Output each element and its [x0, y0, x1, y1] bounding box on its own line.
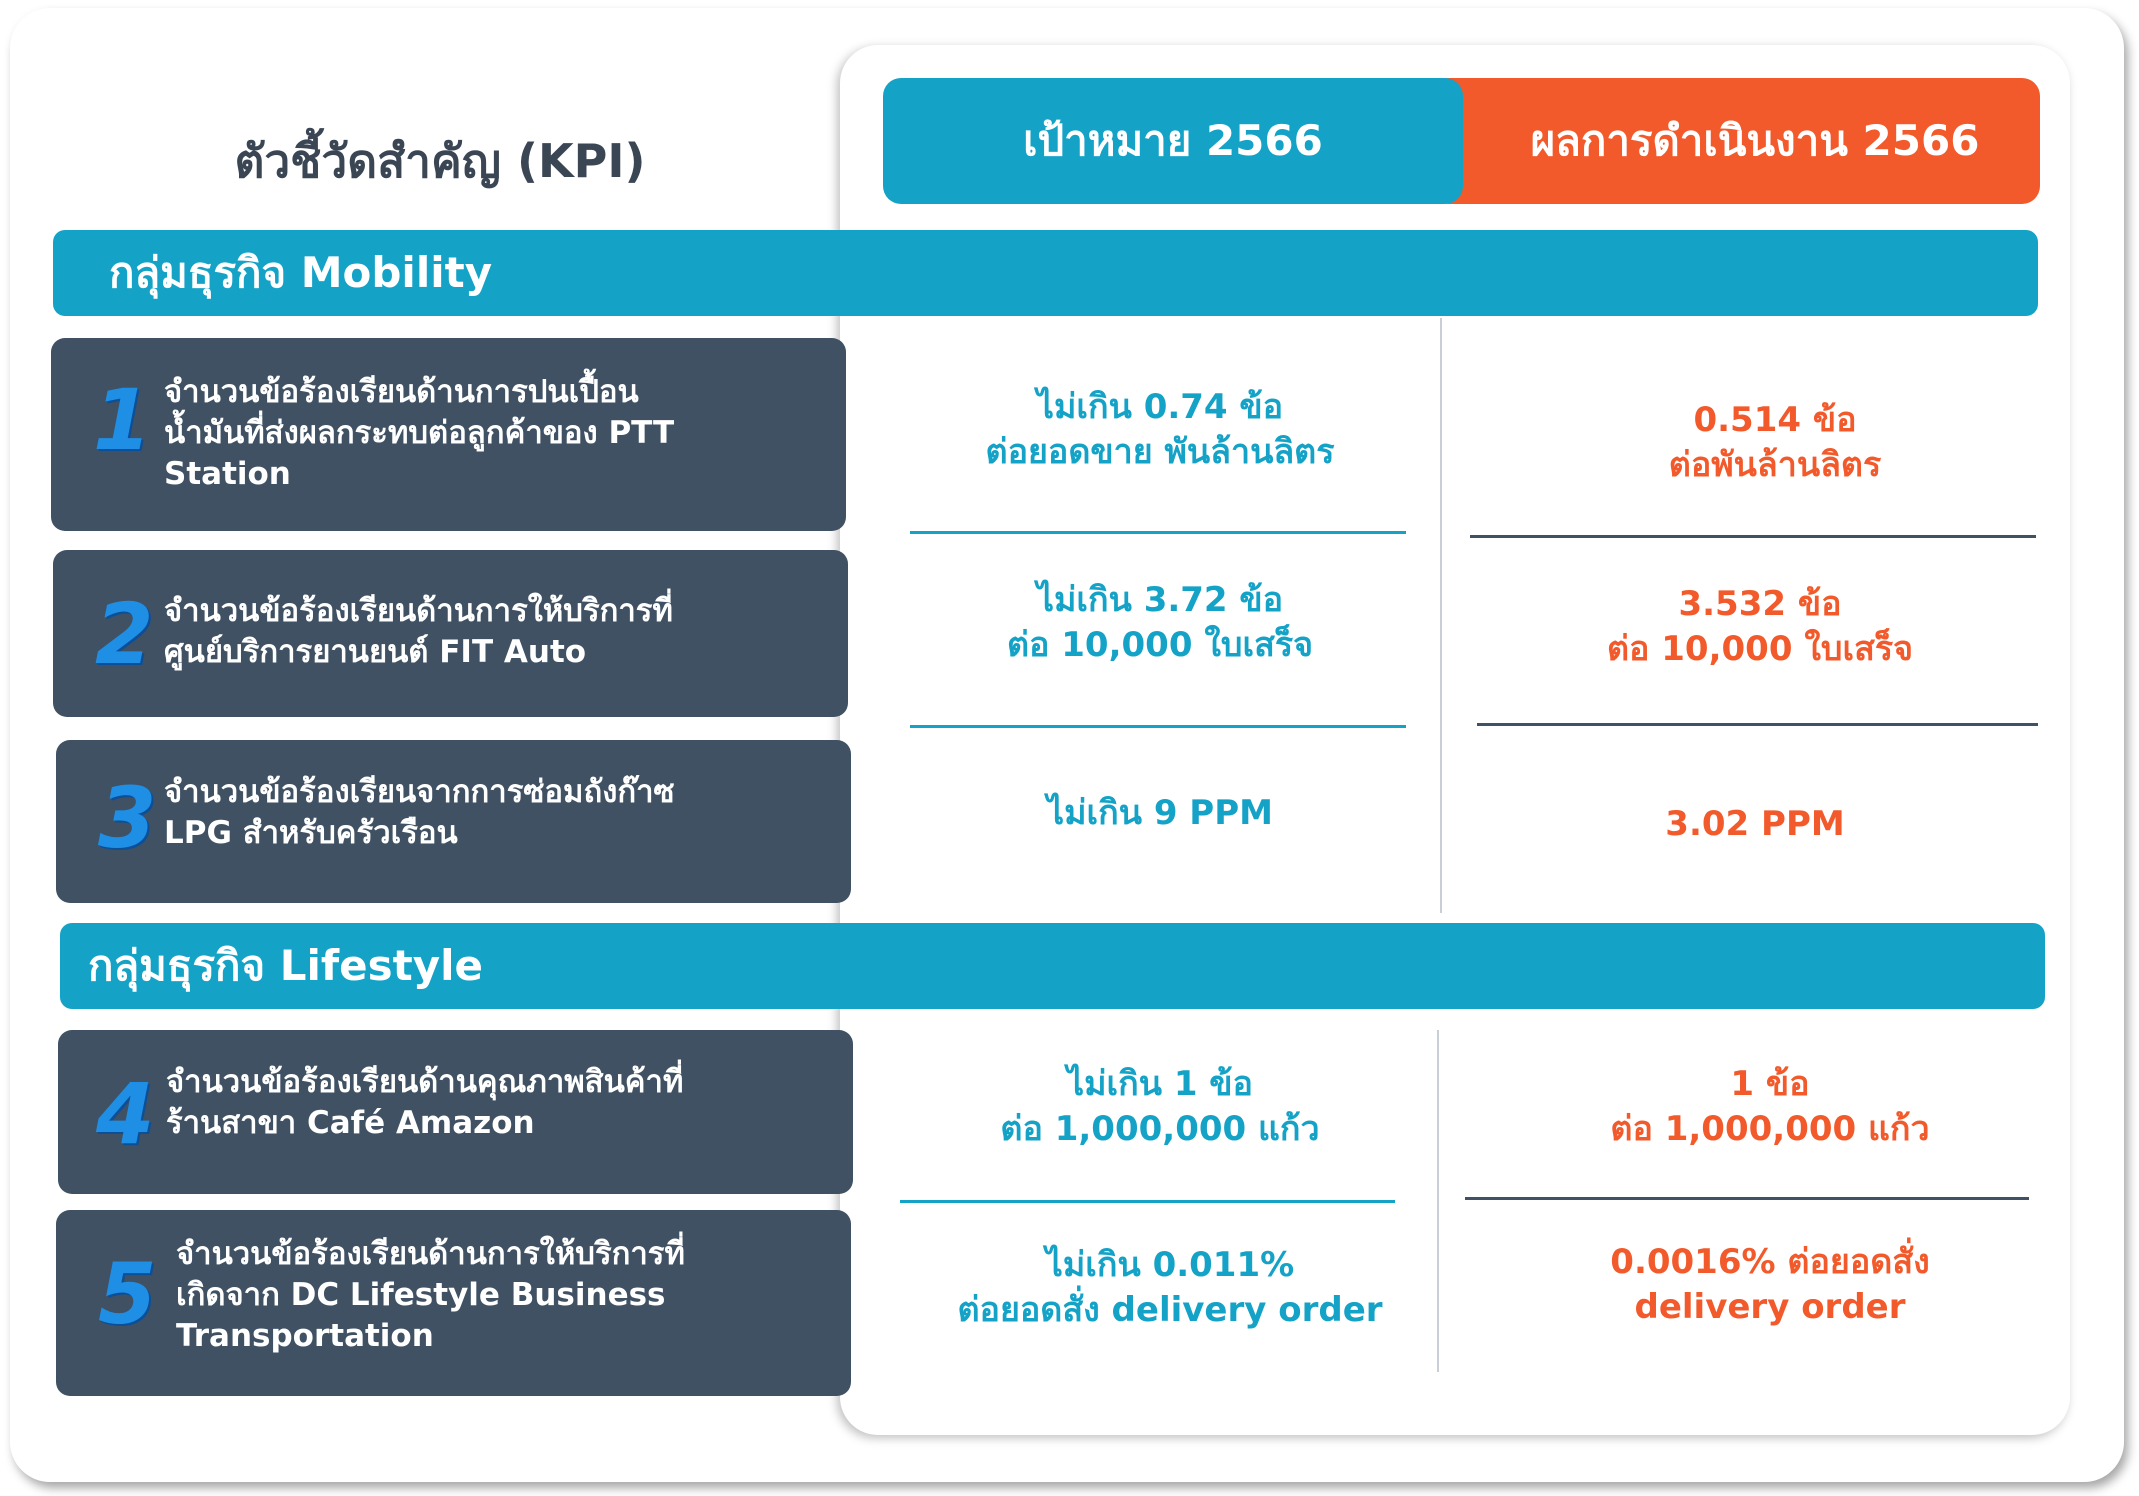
result-value: 0.514 ข้อ ต่อพันล้านลิตร — [1668, 400, 1882, 485]
column-divider — [1440, 318, 1442, 913]
group-label: กลุ่มธุรกิจ Mobility — [109, 248, 493, 297]
row-description: จำนวนข้อร้องเรียนด้านการให้บริการที่ เกิดจาก DC Lifestyle Business Transportation — [176, 1236, 685, 1354]
result-value: 1 ข้อ ต่อ 1,000,000 แก้ว — [1610, 1064, 1930, 1149]
kpi-row — [53, 550, 848, 717]
row-number: 4 — [96, 1065, 155, 1163]
target-value: ไม่เกิน 9 PPM — [1047, 793, 1273, 833]
kpi-title: ตัวชี้วัดสำคัญ (KPI) — [234, 134, 646, 188]
row-separator — [910, 725, 1406, 728]
target-header — [883, 78, 1463, 204]
result-header — [1430, 78, 2040, 204]
row-separator — [910, 531, 1406, 534]
kpi-row — [56, 740, 851, 903]
row-number: 3 — [98, 769, 157, 867]
row-description: จำนวนข้อร้องเรียนด้านคุณภาพสินค้าที่ ร้านสาขา Café Amazon — [166, 1064, 684, 1141]
group-bar-lifestyle — [60, 923, 2045, 1009]
result-value: 3.532 ข้อ ต่อ 10,000 ใบเสร็จ — [1606, 584, 1914, 669]
row-separator — [1477, 723, 2038, 726]
row-separator — [1465, 1197, 2029, 1200]
target-value: ไม่เกิน 3.72 ข้อ ต่อ 10,000 ใบเสร็จ — [1006, 580, 1314, 665]
row-separator — [1470, 535, 2036, 538]
group-bar-mobility — [53, 230, 2038, 316]
kpi-row — [58, 1030, 853, 1194]
target-value: ไม่เกิน 0.011% ต่อยอดสั่ง delivery order — [957, 1245, 1383, 1330]
target-header-label: เป้าหมาย 2566 — [1023, 116, 1323, 165]
result-value: 0.0016% ต่อยอดสั่ง delivery order — [1610, 1242, 1930, 1327]
row-number: 1 — [93, 371, 152, 469]
row-description: จำนวนข้อร้องเรียนด้านการปนเปื้อน น้ำมันที่ส่งผลกระทบต่อลูกค้าของ PTT Station — [164, 374, 675, 492]
row-number: 5 — [98, 1245, 157, 1343]
row-description: จำนวนข้อร้องเรียนด้านการให้บริการที่ ศูนย์บริการยานยนต์ FIT Auto — [164, 593, 673, 670]
kpi-row — [51, 338, 846, 531]
group-label: กลุ่มธุรกิจ Lifestyle — [88, 941, 483, 990]
target-value: ไม่เกิน 0.74 ข้อ ต่อยอดขาย พันล้านลิตร — [985, 387, 1335, 472]
result-value: 3.02 PPM — [1665, 804, 1845, 844]
row-number: 2 — [95, 585, 154, 683]
result-header-label: ผลการดำเนินงาน 2566 — [1530, 116, 1980, 165]
target-value: ไม่เกิน 1 ข้อ ต่อ 1,000,000 แก้ว — [1000, 1064, 1320, 1149]
kpi-row — [56, 1210, 851, 1396]
row-separator — [900, 1200, 1395, 1203]
row-description: จำนวนข้อร้องเรียนจากการซ่อมถังก๊าซ LPG สำหรับครัวเรือน — [164, 774, 675, 851]
